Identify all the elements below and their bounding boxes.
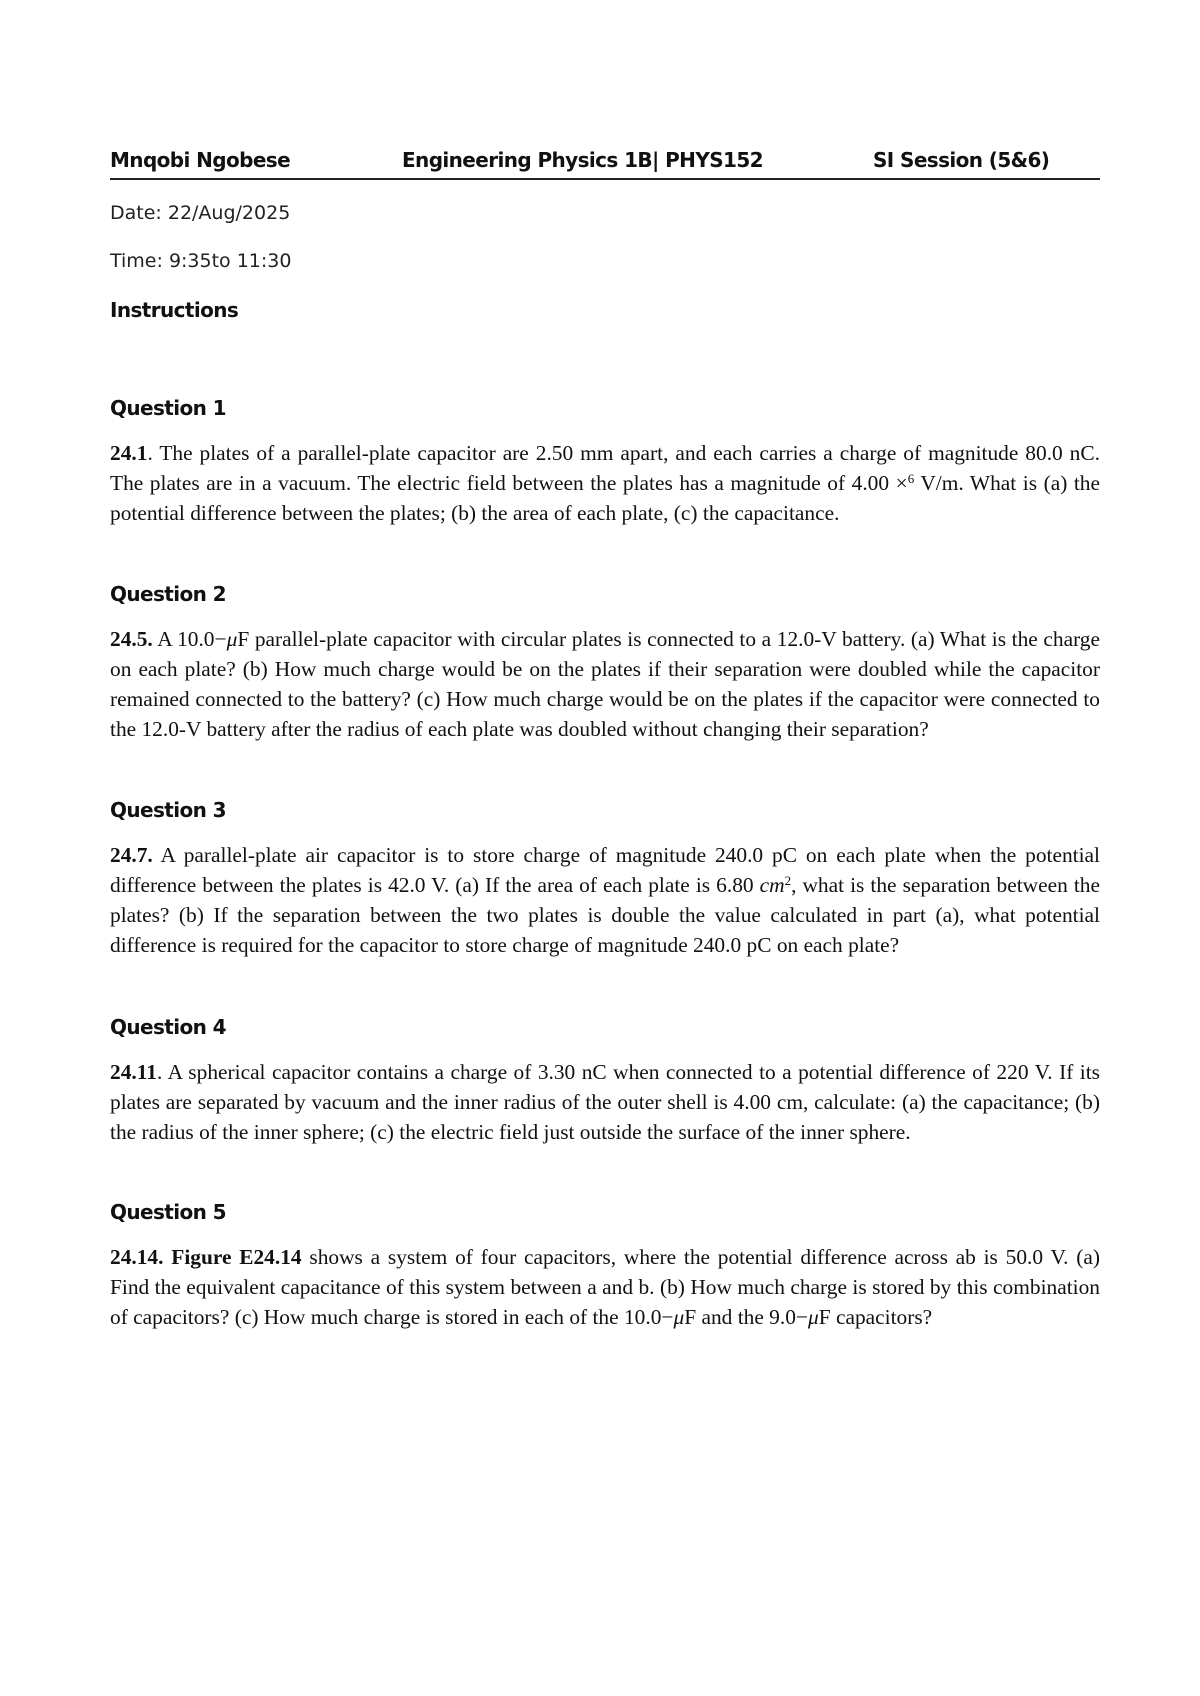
question-4-heading: Question 4 [110, 1015, 226, 1039]
date-line: Date: 22/Aug/2025 [110, 202, 291, 224]
question-3-text [110, 840, 1100, 960]
question-2-heading: Question 2 [110, 582, 226, 606]
question-3-exponent: 2 [784, 873, 792, 888]
question-1-body-2: V/m. What is (a) the potential difference between the plates; (b) the area of each plate, (c) the capacitance. [110, 471, 1100, 525]
question-2-body-2: F parallel-plate capacitor with circular plates is connected to a 12.0-V battery. (a) What is the charge on each plate? (b) How much charge would be on the plates if their separation were doubled while the capacitor remained connected to the battery? (c) How much charge would be on the plates if the capacitor were connected to the 12.0-V battery after the radius of each plate was doubled without changing their separation? [110, 627, 1100, 741]
question-1-body-1: . The plates of a parallel-plate capacitor are 2.50 mm apart, and each carries a charge of magnitude 80.0 nC. The plates are in a vacuum. The electric field between the plates has a magnitude of 4.00 × [110, 441, 1100, 495]
question-2-text [110, 624, 1100, 744]
question-1-number: 24.1 [110, 441, 148, 465]
question-3-unit: cm [759, 873, 785, 897]
instructions-heading: Instructions [110, 298, 239, 322]
question-5-body-3: F capacitors? [818, 1305, 933, 1329]
time-line: Time: 9:35to 11:30 [110, 250, 292, 272]
question-5-body-1: shows a system of four capacitors, where the potential difference across ab is 50.0 V. (a) Find the equivalent capacitance of this system between a and b. (b) How much charge is stored by this combination of capacitors? (c) How much charge is stored in each of the 10.0− [110, 1245, 1100, 1329]
question-1-exponent: 6 [907, 471, 915, 486]
question-5-mu-1: μ [673, 1305, 685, 1329]
question-4-body-1: . A spherical capacitor contains a charge of 3.30 nC when connected to a potential difference of 220 V. If its plates are separated by vacuum and the inner radius of the outer shell is 4.00 cm, calculate: (a) the capacitance; (b) the radius of the inner sphere; (c) the electric field just outside the surface of the inner sphere. [110, 1060, 1100, 1144]
header-divider [110, 178, 1100, 180]
question-5-text [110, 1242, 1100, 1332]
question-3-body-1: A parallel-plate air capacitor is to store charge of magnitude 240.0 pC on each plate when the potential difference between the plates is 42.0 V. (a) If the area of each plate is 6.80 [110, 843, 1100, 897]
question-5-number: 24.14. [110, 1245, 164, 1269]
question-3-body-2: , what is the separation between the plates? (b) If the separation between the two plates is double the value calculated in part (a), what potential difference is required for the capacitor to store charge of magnitude 240.0 pC on each plate? [110, 873, 1100, 957]
question-3-number: 24.7. [110, 843, 153, 867]
question-2-body-1: A 10.0− [152, 627, 227, 651]
header-author: Mnqobi Ngobese [110, 148, 291, 172]
question-5-heading: Question 5 [110, 1200, 226, 1224]
question-5-body-2: F and the 9.0− [684, 1305, 808, 1329]
question-1-heading: Question 1 [110, 396, 226, 420]
question-4-text [110, 1057, 1100, 1147]
header-session: SI Session (5&6) [873, 148, 1050, 172]
question-4-number: 24.11 [110, 1060, 157, 1084]
question-2-number: 24.5. [110, 627, 153, 651]
question-3-heading: Question 3 [110, 798, 226, 822]
question-1-text [110, 438, 1100, 528]
question-5-figure-ref: Figure E24.14 [171, 1245, 302, 1269]
question-2-mu: μ [226, 627, 238, 651]
header-course: Engineering Physics 1B| PHYS152 [402, 148, 763, 172]
question-5-mu-2: μ [807, 1305, 819, 1329]
